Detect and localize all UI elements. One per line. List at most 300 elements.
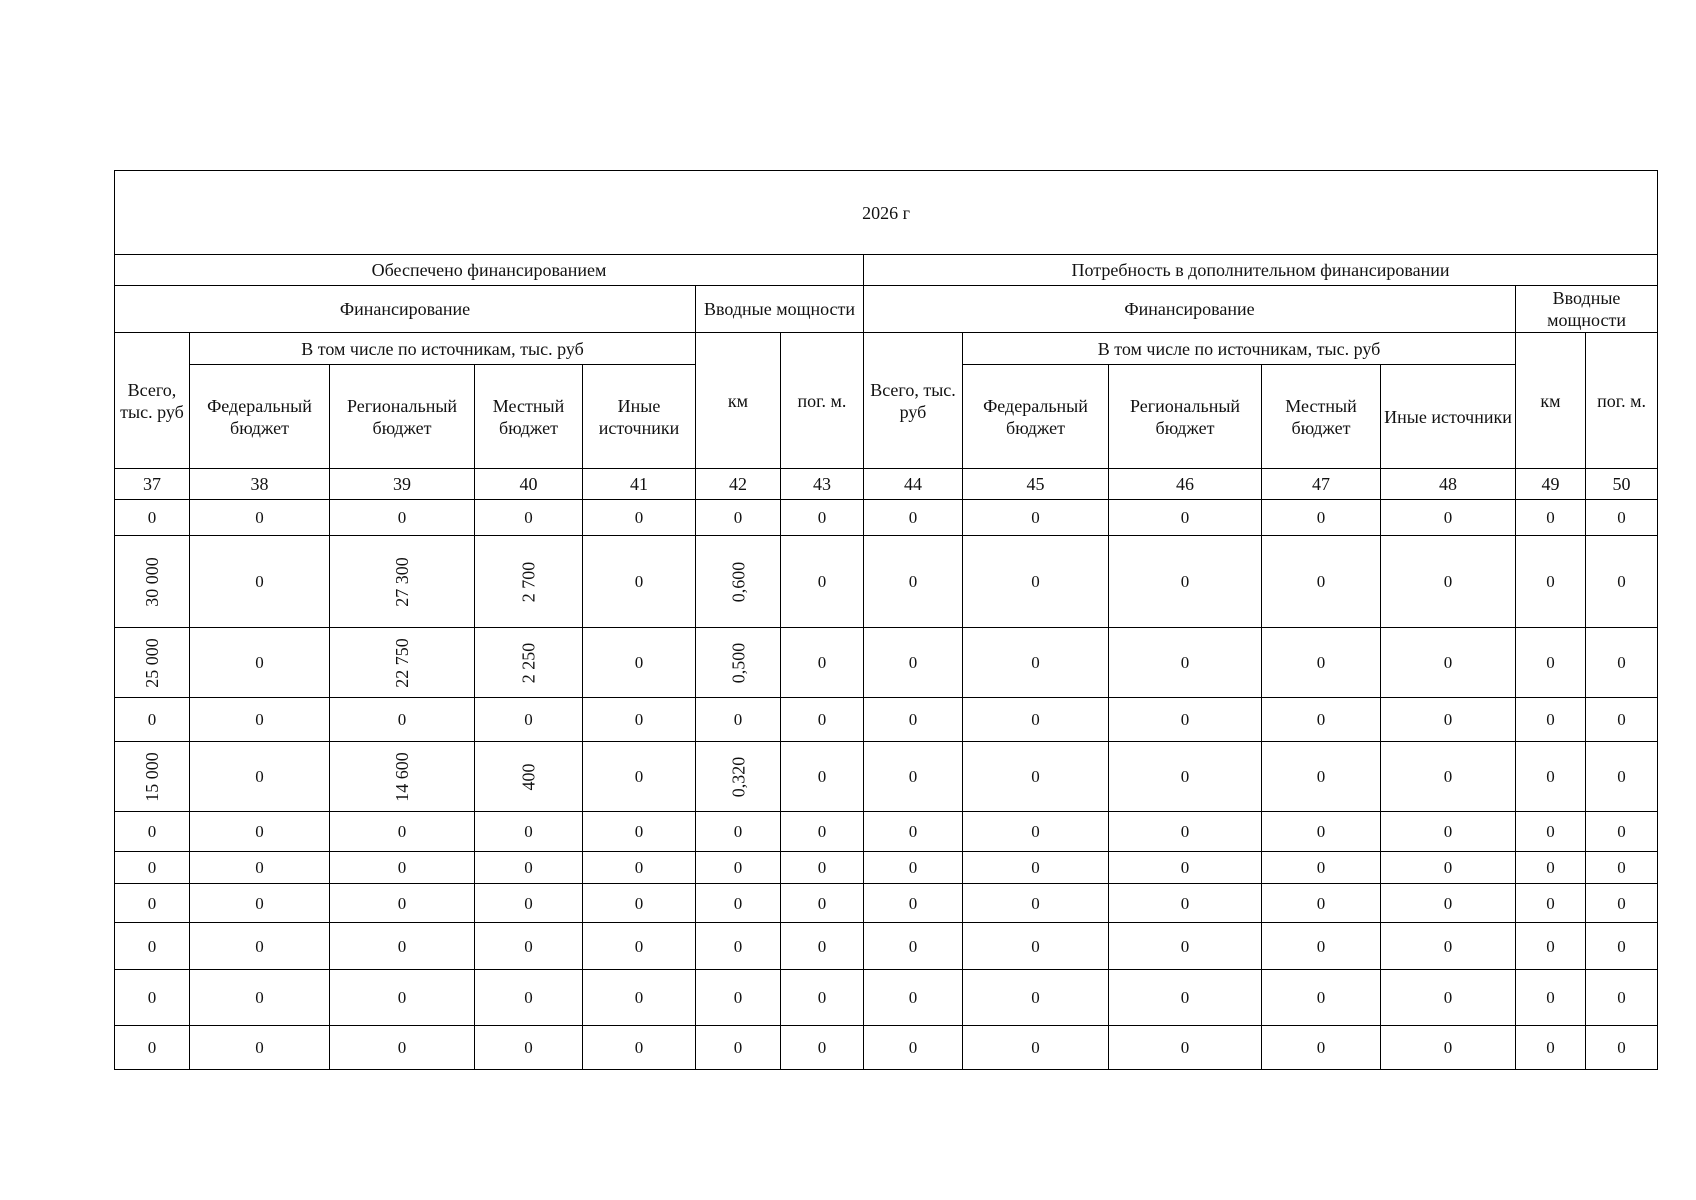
table-cell: [963, 536, 1109, 628]
cell-value: 0: [1180, 822, 1190, 841]
cell-value: 0: [1180, 710, 1190, 729]
cell-value: 0: [1546, 858, 1555, 877]
table-cell: [330, 500, 475, 536]
cell-value: 0: [1617, 508, 1626, 527]
additional-regional-header: Региональный бюджет: [1109, 365, 1262, 469]
cell-value: 15 000: [142, 751, 162, 802]
additional-pog-m-header: пог. м.: [1586, 333, 1658, 469]
cell-value: 0: [1031, 893, 1040, 913]
cell-value: 0: [1316, 893, 1326, 913]
table-cell: [330, 970, 475, 1026]
cell-value: 0: [634, 767, 644, 786]
cell-value: 0: [397, 936, 407, 956]
table-cell: [583, 812, 696, 852]
table-cell: [1586, 628, 1658, 698]
cell-value: 0: [634, 508, 644, 527]
table-cell: [1586, 970, 1658, 1026]
cell-value: 0: [1443, 508, 1453, 527]
cell-value: 0: [733, 508, 743, 527]
cell-value: 0: [634, 858, 644, 877]
cell-value: 2 700: [518, 561, 539, 602]
column-number: 48: [1381, 469, 1516, 500]
column-number: 47: [1262, 469, 1381, 500]
secured-km-header: км: [696, 333, 781, 469]
cell-value: 0: [1546, 988, 1555, 1007]
cell-value: 0: [1546, 893, 1555, 913]
secured-financing-header: Финансирование: [115, 286, 696, 333]
cell-value: 0: [524, 988, 533, 1007]
table-cell: [864, 970, 963, 1026]
table-cell: [330, 852, 475, 884]
table-cell: [1586, 923, 1658, 970]
table-cell: [190, 884, 330, 923]
cell-value: 0: [634, 988, 644, 1007]
cell-value: 0: [524, 1038, 533, 1057]
table-cell: [1516, 852, 1586, 884]
cell-value: 0: [1316, 858, 1326, 877]
table-cell: [963, 923, 1109, 970]
additional-federal-header: Федеральный бюджет: [963, 365, 1109, 469]
table-cell: [1586, 1026, 1658, 1070]
table-cell: [696, 628, 781, 698]
table-row: [115, 628, 1658, 698]
table-cell: [1109, 812, 1262, 852]
cell-value: 0: [1546, 767, 1555, 786]
additional-financing-header: Финансирование: [864, 286, 1516, 333]
table-cell: [1381, 698, 1516, 742]
cell-value: 0: [1443, 858, 1453, 877]
table-cell: [475, 500, 583, 536]
cell-value: 0: [1443, 710, 1453, 729]
table-cell: [583, 1026, 696, 1070]
table-cell: [1516, 884, 1586, 923]
table-cell: [190, 923, 330, 970]
table-cell: [696, 698, 781, 742]
table-cell: [1381, 970, 1516, 1026]
cell-value: 2 250: [518, 642, 539, 683]
table-cell: [115, 884, 190, 923]
table-cell: [1516, 812, 1586, 852]
table-cell: [475, 1026, 583, 1070]
table-cell: [1109, 500, 1262, 536]
table-cell: [583, 742, 696, 812]
table-cell: [1516, 923, 1586, 970]
additional-by-sources-header: В том числе по источникам, тыс. руб: [963, 333, 1516, 365]
secured-regional-header: Региональный бюджет: [330, 365, 475, 469]
cell-value: 0: [1546, 653, 1555, 672]
cell-value: 0: [1031, 508, 1040, 527]
cell-value: 0: [1316, 710, 1326, 729]
table-cell: [696, 1026, 781, 1070]
cell-value: 0: [1617, 988, 1626, 1007]
table-row: [115, 500, 1658, 536]
column-number-row: [115, 469, 1658, 500]
cell-value: 27 300: [392, 556, 412, 607]
table-cell: [583, 923, 696, 970]
cell-value: 0: [634, 653, 644, 672]
cell-value: 0: [524, 893, 533, 913]
cell-value: 0: [733, 822, 743, 841]
table-cell: [1109, 536, 1262, 628]
table-cell: [696, 852, 781, 884]
table-cell: [475, 970, 583, 1026]
table-row: [115, 852, 1658, 884]
cell-value: 0: [1316, 767, 1326, 786]
additional-local-header: Местный бюджет: [1262, 365, 1381, 469]
secured-total-header: Всего, тыс. руб: [115, 333, 190, 469]
cell-value: 0: [1443, 893, 1453, 913]
cell-value: 0: [1443, 572, 1453, 591]
cell-value: 0,320: [728, 756, 748, 797]
table-cell: [330, 628, 475, 698]
table-cell: [963, 500, 1109, 536]
column-number: 39: [330, 469, 475, 500]
table-cell: [781, 884, 864, 923]
cell-value: 0: [255, 653, 264, 672]
cell-value: 0: [817, 653, 827, 672]
cell-value: 0: [634, 572, 644, 591]
table-cell: [1586, 852, 1658, 884]
cell-value: 0: [1180, 858, 1190, 877]
table-cell: [1516, 742, 1586, 812]
cell-value: 0: [1316, 1038, 1326, 1057]
cell-value: 0: [397, 1038, 407, 1057]
table-cell: [583, 536, 696, 628]
cell-value: 0: [1316, 936, 1326, 956]
table-cell: [963, 742, 1109, 812]
column-number: 45: [963, 469, 1109, 500]
cell-value: 0: [733, 988, 743, 1007]
cell-value: 0: [1316, 988, 1326, 1007]
cell-value: 0: [817, 710, 827, 729]
table-cell: [475, 628, 583, 698]
cell-value: 0: [1031, 936, 1040, 956]
cell-value: 0: [733, 893, 743, 913]
table-cell: [1262, 698, 1381, 742]
secured-federal-header: Федеральный бюджет: [190, 365, 330, 469]
cell-value: 0: [733, 936, 743, 956]
table-cell: [864, 500, 963, 536]
cell-value: 0: [733, 710, 743, 729]
column-number: 41: [583, 469, 696, 500]
table-cell: [864, 628, 963, 698]
table-cell: [1262, 1026, 1381, 1070]
table-cell: [583, 698, 696, 742]
table-cell: [1262, 536, 1381, 628]
table-cell: [781, 970, 864, 1026]
column-number: 46: [1109, 469, 1262, 500]
cell-value: 0: [1546, 572, 1555, 591]
table-cell: [1109, 884, 1262, 923]
table-cell: [1262, 923, 1381, 970]
table-cell: [1381, 1026, 1516, 1070]
cell-value: 0: [1443, 988, 1453, 1007]
column-number: 38: [190, 469, 330, 500]
cell-value: 0: [1443, 1038, 1453, 1057]
table-cell: [696, 923, 781, 970]
table-cell: [963, 628, 1109, 698]
cell-value: 0: [634, 1038, 644, 1057]
table-cell: [115, 628, 190, 698]
cell-value: 0: [524, 936, 533, 956]
cell-value: 0: [817, 893, 827, 913]
cell-value: 0: [1617, 1038, 1626, 1057]
table-row: [115, 698, 1658, 742]
table-cell: [1586, 536, 1658, 628]
cell-value: 0: [908, 893, 918, 913]
table-cell: [1262, 628, 1381, 698]
cell-value: 0: [397, 710, 407, 729]
cell-value: 0: [908, 1038, 918, 1057]
cell-value: 0: [255, 767, 264, 786]
cell-value: 0: [908, 710, 918, 729]
table-cell: [330, 536, 475, 628]
column-number: 50: [1586, 469, 1658, 500]
table-cell: [864, 852, 963, 884]
cell-value: 0: [1617, 858, 1626, 877]
table-cell: [781, 1026, 864, 1070]
table-row: [115, 923, 1658, 970]
table-cell: [583, 628, 696, 698]
table-cell: [1381, 742, 1516, 812]
cell-value: 0: [147, 936, 157, 956]
cell-value: 0: [147, 988, 157, 1007]
table-cell: [1381, 536, 1516, 628]
additional-km-header: км: [1516, 333, 1586, 469]
table-cell: [190, 970, 330, 1026]
secured-local-header: Местный бюджет: [475, 365, 583, 469]
cell-value: 0: [1180, 508, 1190, 527]
cell-value: 0: [397, 893, 407, 913]
table-cell: [115, 812, 190, 852]
table-cell: [696, 812, 781, 852]
cell-value: 0: [908, 936, 918, 956]
financing-table: [114, 170, 1658, 1070]
cell-value: 0: [255, 893, 264, 913]
additional-other-header: Иные источники: [1381, 365, 1516, 469]
cell-value: 0: [1443, 822, 1453, 841]
cell-value: 0: [817, 508, 827, 527]
cell-value: 0: [1546, 710, 1555, 729]
cell-value: 0: [1031, 653, 1040, 672]
table-cell: [864, 698, 963, 742]
cell-value: 0: [1617, 822, 1626, 841]
cell-value: 0: [255, 508, 264, 527]
cell-value: 0: [147, 1038, 157, 1057]
table-cell: [583, 500, 696, 536]
table-cell: [1381, 923, 1516, 970]
table-cell: [475, 852, 583, 884]
cell-value: 0: [1443, 653, 1453, 672]
cell-value: 0: [634, 893, 644, 913]
table-cell: [1586, 742, 1658, 812]
cell-value: 0: [1617, 653, 1626, 672]
cell-value: 0: [524, 858, 533, 877]
additional-capacity-header: Вводные мощности: [1516, 286, 1658, 333]
table-cell: [190, 812, 330, 852]
table-cell: [583, 884, 696, 923]
cell-value: 0,500: [728, 642, 748, 683]
cell-value: 0: [255, 572, 264, 591]
table-cell: [1262, 742, 1381, 812]
table-cell: [963, 852, 1109, 884]
table-cell: [1262, 812, 1381, 852]
cell-value: 0: [634, 710, 644, 729]
cell-value: 400: [518, 763, 539, 790]
table-cell: [1381, 812, 1516, 852]
cell-value: 0: [147, 508, 157, 527]
cell-value: 0: [634, 936, 644, 956]
cell-value: 0: [817, 988, 827, 1007]
table-cell: [1516, 500, 1586, 536]
table-cell: [1109, 970, 1262, 1026]
cell-value: 0: [1546, 936, 1555, 956]
cell-value: 0: [817, 822, 827, 841]
cell-value: 0: [908, 508, 918, 527]
cell-value: 0: [255, 988, 264, 1007]
secured-capacity-header: Вводные мощности: [696, 286, 864, 333]
cell-value: 0: [397, 858, 407, 877]
table-row: [115, 970, 1658, 1026]
table-cell: [115, 1026, 190, 1070]
table-cell: [963, 970, 1109, 1026]
table-cell: [1516, 698, 1586, 742]
table-cell: [696, 500, 781, 536]
table-cell: [1109, 1026, 1262, 1070]
table-cell: [696, 536, 781, 628]
table-cell: [781, 500, 864, 536]
cell-value: 0: [1316, 822, 1326, 841]
table-cell: [475, 884, 583, 923]
table-cell: [1262, 884, 1381, 923]
column-number: 40: [475, 469, 583, 500]
table-cell: [1381, 500, 1516, 536]
cell-value: 0: [397, 508, 407, 527]
table-cell: [781, 628, 864, 698]
table-cell: [864, 742, 963, 812]
table-cell: [1109, 923, 1262, 970]
cell-value: 0: [1180, 936, 1190, 956]
cell-value: 0: [1617, 767, 1626, 786]
table-cell: [781, 536, 864, 628]
cell-value: 0: [1617, 710, 1626, 729]
table-cell: [1586, 812, 1658, 852]
table-cell: [963, 698, 1109, 742]
table-cell: [330, 742, 475, 812]
table-row: [115, 1026, 1658, 1070]
table-cell: [1381, 628, 1516, 698]
table-cell: [1262, 852, 1381, 884]
table-cell: [781, 698, 864, 742]
table-cell: [1516, 628, 1586, 698]
table-cell: [1381, 852, 1516, 884]
table-cell: [864, 536, 963, 628]
cell-value: 0: [1031, 767, 1040, 786]
table-row: [115, 742, 1658, 812]
table-cell: [1586, 698, 1658, 742]
table-cell: [1109, 742, 1262, 812]
cell-value: 0: [147, 893, 157, 913]
table-cell: [115, 970, 190, 1026]
table-cell: [1516, 536, 1586, 628]
cell-value: 0: [1180, 767, 1190, 786]
cell-value: 0: [255, 1038, 264, 1057]
cell-value: 0: [1443, 767, 1453, 786]
additional-total-header: Всего, тыс. руб: [864, 333, 963, 469]
table-cell: [1381, 884, 1516, 923]
table-cell: [1109, 852, 1262, 884]
cell-value: 0: [733, 858, 743, 877]
table-cell: [864, 884, 963, 923]
secured-other-header: Иные источники: [583, 365, 696, 469]
cell-value: 0: [1180, 988, 1190, 1007]
cell-value: 0: [634, 822, 644, 841]
table-cell: [1516, 970, 1586, 1026]
cell-value: 0: [1031, 988, 1040, 1007]
cell-value: 0: [147, 822, 157, 841]
cell-value: 0: [255, 858, 264, 877]
cell-value: 0: [1031, 572, 1040, 591]
additional-title: Потребность в дополнительном финансировании: [864, 255, 1658, 286]
cell-value: 0: [255, 710, 264, 729]
table-cell: [963, 1026, 1109, 1070]
cell-value: 0: [1316, 653, 1326, 672]
table-cell: [475, 742, 583, 812]
cell-value: 0: [147, 858, 157, 877]
cell-value: 22 750: [392, 637, 412, 688]
column-number: 37: [115, 469, 190, 500]
table-cell: [696, 970, 781, 1026]
cell-value: 0: [524, 710, 533, 729]
table-cell: [864, 1026, 963, 1070]
table-cell: [190, 628, 330, 698]
cell-value: 0: [1617, 572, 1626, 591]
table-cell: [1109, 628, 1262, 698]
table-cell: [1109, 698, 1262, 742]
secured-by-sources-header: В том числе по источникам, тыс. руб: [190, 333, 696, 365]
cell-value: 0: [1546, 822, 1555, 841]
table-cell: [963, 884, 1109, 923]
table-cell: [864, 812, 963, 852]
cell-value: 0: [1180, 893, 1190, 913]
table-cell: [115, 923, 190, 970]
table-cell: [330, 1026, 475, 1070]
cell-value: 0: [1180, 572, 1190, 591]
cell-value: 0: [1180, 1038, 1190, 1057]
table-cell: [190, 698, 330, 742]
table-row: [115, 812, 1658, 852]
table-cell: [115, 500, 190, 536]
column-number: 43: [781, 469, 864, 500]
secured-pog-m-header: пог. м.: [781, 333, 864, 469]
cell-value: 0: [1180, 653, 1190, 672]
column-number: 44: [864, 469, 963, 500]
table-cell: [583, 970, 696, 1026]
table-cell: [475, 812, 583, 852]
table-cell: [330, 698, 475, 742]
table-cell: [190, 1026, 330, 1070]
table-cell: [1586, 500, 1658, 536]
cell-value: 0: [908, 988, 918, 1007]
table-cell: [696, 742, 781, 812]
cell-value: 30 000: [142, 556, 162, 607]
table-row: [115, 884, 1658, 923]
cell-value: 0: [1546, 508, 1555, 527]
table-cell: [190, 852, 330, 884]
cell-value: 0: [524, 508, 533, 527]
cell-value: 14 600: [392, 751, 412, 802]
cell-value: 0: [817, 936, 827, 956]
